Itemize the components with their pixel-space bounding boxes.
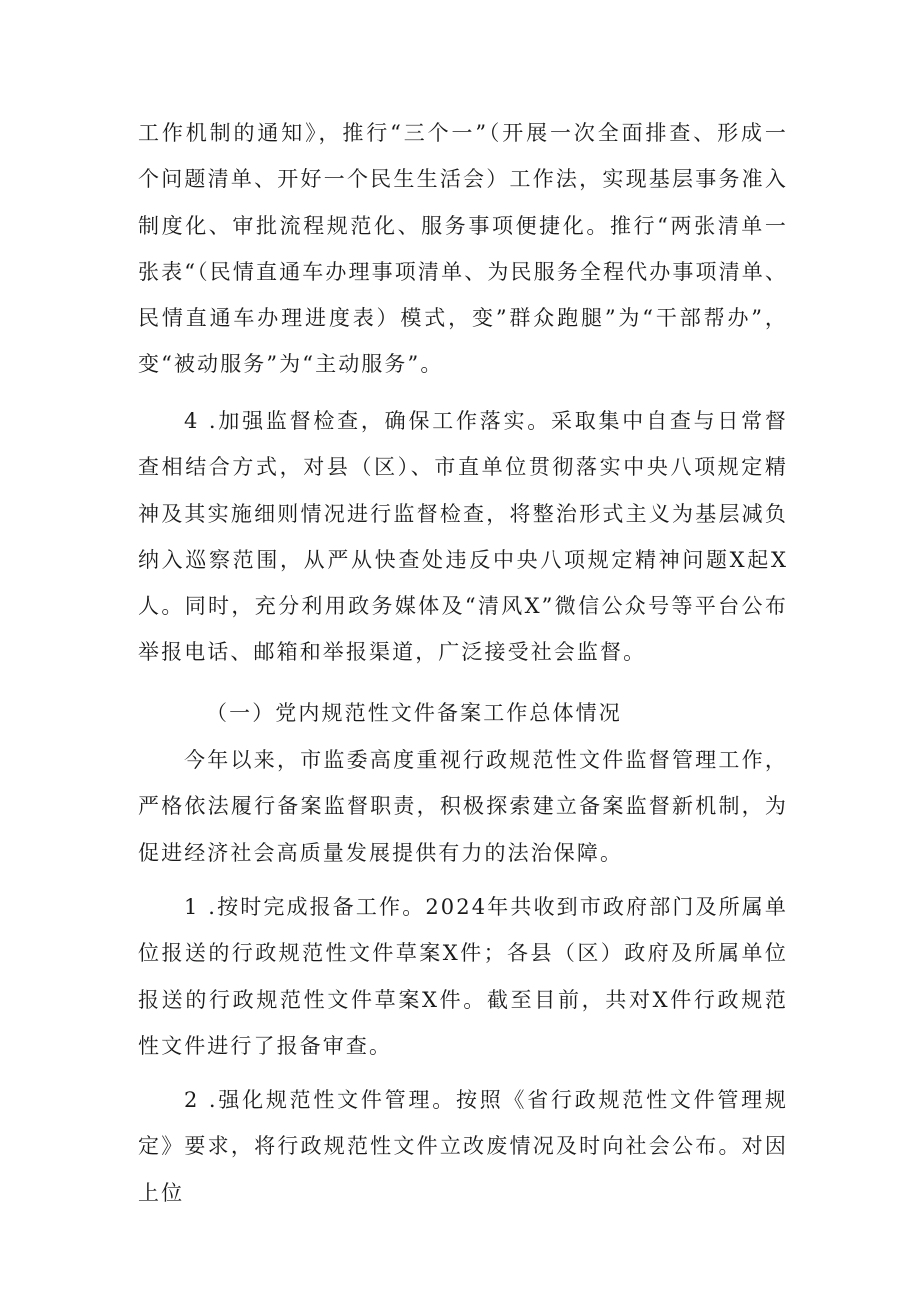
body-paragraph-management xyxy=(138,1077,788,1216)
body-paragraph-supervision xyxy=(138,398,788,676)
section-heading: （一）党内规范性文件备案工作总体情况 xyxy=(206,701,622,725)
paragraph-4: 今年以来，市监委高度重视行政规范性文件监督管理工作，严格依法履行备案监督职责，积极探索建立备案监督新机制，为促进经济社会高质量发展提供有力的法治保障。 xyxy=(138,748,788,865)
paragraph-6: 2 .强化规范性文件管理。按照《省行政规范性文件管理规定》要求，将行政规范性文件立改废情况及时向社会公布。对因上位 xyxy=(138,1088,788,1205)
body-paragraph-filing xyxy=(138,884,788,1069)
section-heading-block xyxy=(138,690,788,736)
paragraph-2: 4 .加强监督检查，确保工作落实。采取集中自查与日常督查相结合方式，对县（区）、市直单位贯彻落实中央八项规定精神及其实施细则情况进行监督检查，将整治形式主义为基层减负纳入巡察范围，从严从快查处违反中央八项规定精神问题X起X人。同时，充分利用政务媒体及“清风X”微信公众号等平台公布举报电话、邮箱和举报渠道，广泛接受社会监督。 xyxy=(138,409,788,665)
body-paragraph-overview xyxy=(138,737,788,876)
paragraph-1: 工作机制的通知》，推行“三个一”（开展一次全面排查、形成一个问题清单、开好一个民生生活会）工作法，实现基层事务准入制度化、审批流程规范化、服务事项便捷化。推行“两张清单一张表“（民情直通车办理事项清单、为民服务全程代办事项清单、民情直通车办理进度表）模式，变”群众跑腿”为“干部帮办”，变“被动服务”为“主动服务”。 xyxy=(138,121,788,377)
paragraph-5: 1 .按时完成报备工作。2024年共收到市政府部门及所属单位报送的行政规范性文件草案X件；各县（区）政府及所属单位报送的行政规范性文件草案X件。截至目前，共对X件行政规范性文件进行了报备审查。 xyxy=(138,895,788,1058)
body-paragraph-continued xyxy=(138,110,788,388)
